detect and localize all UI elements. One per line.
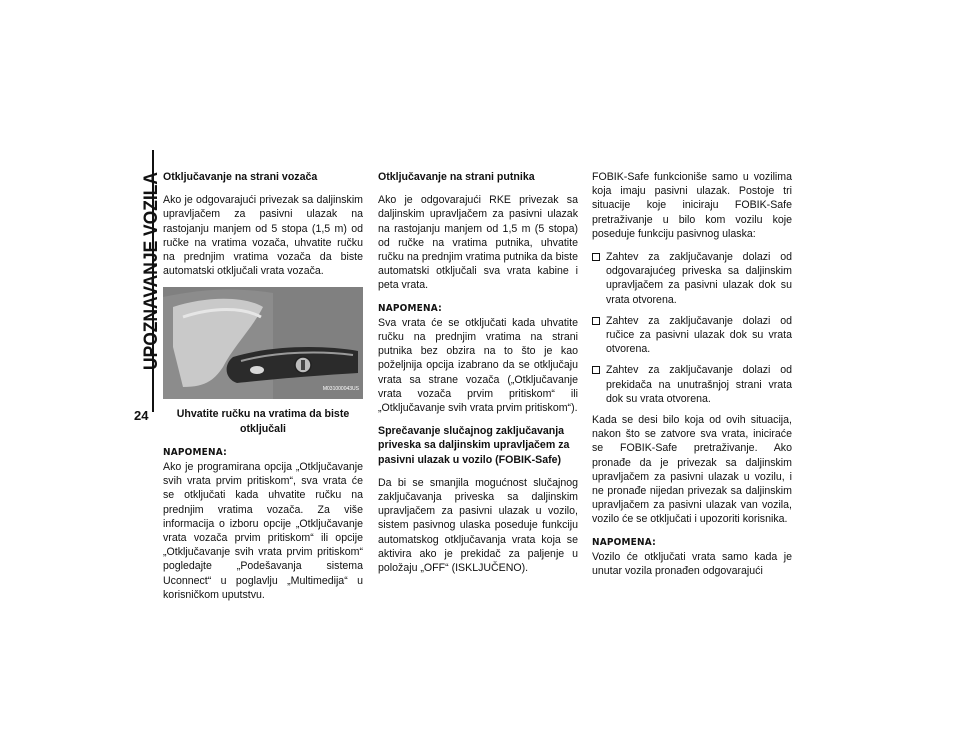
paragraph-fobik-intro: FOBIK-Safe funkcioniše samo u vozilima koja imaju pasivni ulazak. Postoje tri situacije koje iniciraju FOBIK-Safe pretraživanje u bilo kom vozilu koje poseduje funkciju pasivnog ulaska: <box>592 171 792 240</box>
page-number: 24 <box>134 408 149 423</box>
note-block-2 <box>378 302 578 416</box>
note-text: Sva vrata će se otključati kada uhvatite ručku na prednjim vratima na strani putnika bez obzira na to što je kao poželjnija opcija izabrano da se otključaju vrata sa strane vozača („Otključavanje vrata vozača prvim pritiskom“ ili „Otključavanje svih vrata prvim pritiskom“). <box>378 316 578 415</box>
paragraph-fobik-safe: Da bi se smanjila mogućnost slučajnog zaključavanja priveska sa daljinskim upravljačem za pasivni ulazak u vozilo, sistem pasivnog ulaska poseduje funkciju automatskog otključavanja vrata koja se aktivira ako je prekidač za paljenje u položaju „OFF“ (ISKLJUČENO). <box>378 476 578 575</box>
side-divider <box>152 150 154 412</box>
checkbox-bullet-icon <box>592 317 600 325</box>
paragraph-fobik-result: Kada se desi bilo koja od ovih situacija, nakon što se zatvore sva vrata, iniciraće se FOBIK-Safe pretraživanje. Ako pronađe da je privezak sa daljinskim upravljačem za pasivni ulazak u vozilu, i ne pronađe nijedan privezak sa daljinskim upravljačem za pasivni ulazak van vozila, vozilo će se otključati i upozoriti korisnika. <box>592 414 792 526</box>
list-item <box>592 314 792 357</box>
paragraph-passenger-unlock: Ako je odgovarajući RKE privezak sa daljinskim upravljačem za pasivni ulazak na rastojanju manjem od 1,5 m (5 stopa) od ručke na vratima putnika, uhvatite ručku na prednjim vratima putnika da biste automatski otključali sva vrata kabine i peta vrata. <box>378 194 578 292</box>
figure-caption: Uhvatite ručku na vratima da biste otključali <box>176 408 350 435</box>
figure-code: M031000043US <box>322 386 359 393</box>
note-label: NAPOMENA: <box>378 302 442 314</box>
note-text: Vozilo će otključati vrata samo kada je unutar vozila pronađen odgovarajući <box>592 550 792 578</box>
column-2 <box>378 170 578 584</box>
column-3 <box>592 170 792 587</box>
heading-driver-unlock: Otključavanje na strani vozača <box>163 171 318 183</box>
note-label: NAPOMENA: <box>163 446 227 458</box>
checkbox-bullet-icon <box>592 366 600 374</box>
list-item-text: Zahtev za zaključavanje dolazi od odgovarajućeg priveska sa daljinskim upravljačem za pasivni ulazak dok su vrata otvorena. <box>606 251 792 306</box>
paragraph-driver-unlock: Ako je odgovarajući privezak sa daljinskim upravljačem za pasivni ulazak na rastojanju manjem od 5 stopa (1,5 m) od ručke na vratima vozača, uhvatite ručku na prednjim vratima vozača da biste automatski otključali vrata vozača. <box>163 194 363 278</box>
list-item-text: Zahtev za zaključavanje dolazi od ručice za pasivni ulazak dok su vrata otvorena. <box>606 314 792 356</box>
door-handle-figure <box>163 287 363 399</box>
note-text: Ako je programirana opcija „Otključavanje svih vrata prvim pritiskom“, sva vrata će se otključati kada uhvatite ručku na prednjim vratima vozača. Za više informacija o izboru opcije „Otključavanje vrata vozača prvim pritiskom“ ili opcije „Otključavanje svih vrata prvim pritiskom“ pogledajte „Podešavanja sistema Uconnect“ u poglavlju „Multimedija“ u korisničkom uputstvu. <box>163 461 363 601</box>
checkbox-bullet-icon <box>592 253 600 261</box>
column-1 <box>163 170 363 611</box>
list-item-text: Zahtev za zaključavanje dolazi od prekidača na unutrašnjoj strani vrata dok su vrata otvorena. <box>606 364 792 405</box>
list-item <box>592 363 792 406</box>
situation-list <box>592 250 792 406</box>
note-block-1 <box>163 446 363 602</box>
heading-passenger-unlock: Otključavanje na strani putnika <box>378 171 535 183</box>
note-label: NAPOMENA: <box>592 536 656 548</box>
note-block-3 <box>592 536 792 579</box>
heading-fobik-safe: Sprečavanje slučajnog zaključavanja priveska sa daljinskim upravljačem za pasivni ulazak u vozilo (FOBIK-Safe) <box>378 425 570 466</box>
list-item <box>592 250 792 307</box>
